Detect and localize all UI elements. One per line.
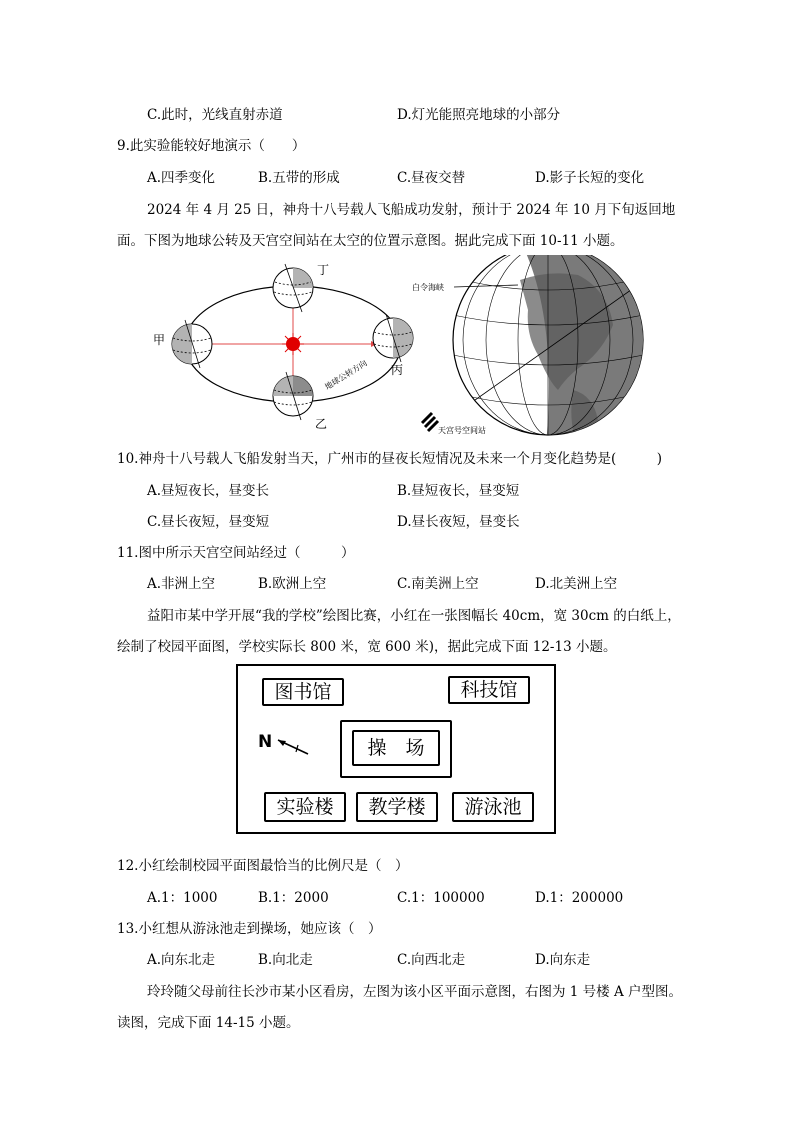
q10-option-c: C.昼长夜短，昼变短 — [147, 514, 270, 530]
swimming-pool-box: 游泳池 — [452, 792, 534, 822]
passage3-line1: 玲玲随父母前往长沙市某小区看房，左图为该小区平面示意图，右图为 1 号楼 A 户型图。 — [147, 984, 683, 1000]
north-label: N — [258, 732, 273, 752]
q13-stem: 13.小红想从游泳池走到操场，她应该（ ） — [117, 921, 382, 937]
globe-figure — [408, 255, 653, 440]
teaching-building-box: 教学楼 — [356, 792, 438, 822]
earth-jia — [172, 320, 212, 368]
playground-box: 操 场 — [352, 730, 440, 766]
q12-option-c: C.1：100000 — [397, 890, 485, 906]
q12-stem: 12.小红绘制校园平面图最恰当的比例尺是（ ） — [117, 858, 409, 874]
sun-core — [286, 337, 300, 351]
q12-option-a: A.1：1000 — [147, 890, 218, 906]
q9-stem: 9.此实验能较好地演示（ ） — [117, 138, 306, 154]
passage2-line2: 绘制了校园平面图，学校实际长 800 米，宽 600 米)，据此完成下面 12-13 小题。 — [117, 639, 617, 655]
q13-option-b: B.向北走 — [258, 952, 313, 968]
tech-building-box: 科技馆 — [448, 676, 530, 704]
earth-bing — [373, 314, 413, 362]
q11-option-a: A.非洲上空 — [147, 576, 216, 592]
q9-option-d: D.影子长短的变化 — [535, 170, 645, 186]
passage1-line1: 2024 年 4 月 25 日，神舟十八号载人飞船成功发射，预计于 2024 年 10 月下旬返回地 — [147, 202, 676, 218]
q10-stem: 10.神舟十八号载人飞船发射当天，广州市的昼夜长短情况及未来一个月变化趋势是( ) — [117, 451, 663, 467]
q9-option-a: A.四季变化 — [147, 170, 216, 186]
q11-option-b: B.欧洲上空 — [258, 576, 327, 592]
q13-option-a: A.向东北走 — [147, 952, 216, 968]
q12-option-d: D.1：200000 — [535, 890, 624, 906]
q10-option-a: A.昼短夜长，昼变长 — [147, 483, 270, 499]
passage3-line2: 读图，完成下面 14-15 小题。 — [117, 1015, 300, 1031]
label-strait: 白令海峡 — [412, 283, 444, 292]
q13-option-c: C.向西北走 — [397, 952, 466, 968]
label-station: 天宫号空间站 — [438, 426, 486, 435]
label-ding: 丁 — [317, 263, 330, 277]
q10-option-d: D.昼长夜短，昼变长 — [397, 514, 520, 530]
space-station-icon — [422, 413, 438, 431]
label-bing: 丙 — [391, 363, 404, 377]
q11-option-d: D.北美洲上空 — [535, 576, 618, 592]
earth-yi — [273, 372, 313, 420]
passage1-line2: 面。下图为地球公转及天宫空间站在太空的位置示意图。据此完成下面 10-11 小题。 — [117, 233, 624, 249]
north-arrow-icon — [276, 736, 312, 758]
orbit-figure — [145, 258, 430, 438]
q12-option-b: B.1：2000 — [258, 890, 329, 906]
q9-option-c: C.昼夜交替 — [397, 170, 466, 186]
q13-option-d: D.向东走 — [535, 952, 591, 968]
q10-option-b: B.昼短夜长，昼变短 — [397, 483, 520, 499]
campus-map — [236, 664, 556, 834]
q9-option-b: B.五带的形成 — [258, 170, 340, 186]
earth-ding — [273, 264, 313, 312]
q11-option-c: C.南美洲上空 — [397, 576, 479, 592]
label-jia: 甲 — [153, 333, 166, 347]
q11-stem: 11.图中所示天宫空间站经过（ ） — [117, 545, 355, 561]
q8-option-d: D.灯光能照亮地球的小部分 — [397, 107, 561, 123]
label-direction: 地球公转方向 — [323, 358, 369, 392]
playground-outer-box — [340, 720, 452, 778]
passage2-line1: 益阳市某中学开展“我的学校”绘图比赛，小红在一张图幅长 40cm，宽 30cm 的白纸上， — [147, 608, 681, 624]
library-box: 图书馆 — [262, 678, 344, 706]
q8-option-c: C.此时，光线直射赤道 — [147, 107, 283, 123]
label-yi: 乙 — [315, 417, 328, 431]
lab-building-box: 实验楼 — [264, 792, 346, 822]
